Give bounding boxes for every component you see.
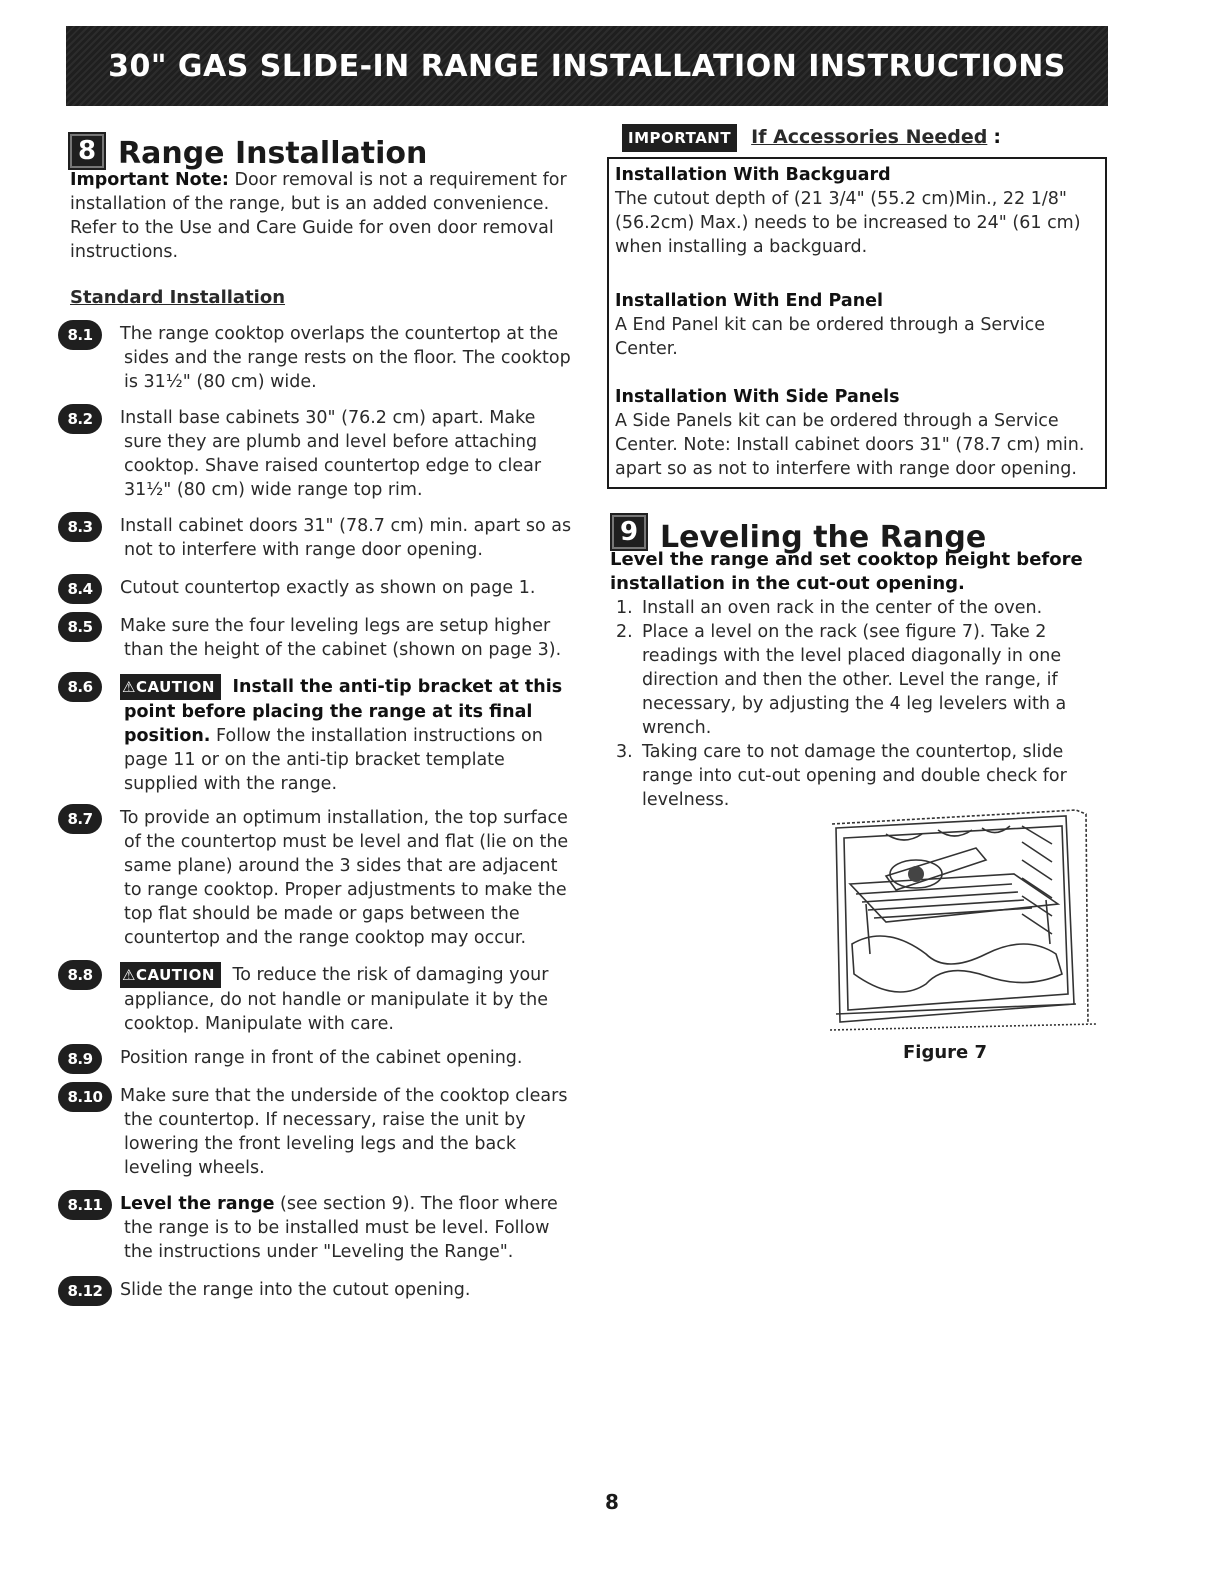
step-8-10 xyxy=(58,1084,578,1180)
step-badge: 8.8 xyxy=(58,960,102,990)
step-badge: 8.1 xyxy=(58,320,102,350)
section-9-title: Leveling the Range xyxy=(660,520,987,555)
accessories-colon: : xyxy=(993,126,1001,148)
section-8-number: 8 xyxy=(68,132,106,170)
important-tag: IMPORTANT xyxy=(622,124,737,152)
step-badge: 8.4 xyxy=(58,574,102,604)
step-8-1 xyxy=(58,322,578,394)
step-bold: Install the anti-tip bracket at this point before placing the range at its final position. xyxy=(124,677,563,746)
step-body: (see section 9). The floor where the range is to be installed must be level. Follow the instructions under "Leveling the Range". xyxy=(124,1194,558,1262)
list-text: Taking care to not damage the countertop, slide range into cut-out opening and double check for levelness. xyxy=(642,742,1067,810)
page-number: 8 xyxy=(605,1490,619,1514)
step-8-6 xyxy=(58,674,578,796)
block-text: A End Panel kit can be ordered through a Service Center. xyxy=(615,315,1045,359)
step-8-12 xyxy=(58,1278,578,1302)
step-badge: 8.10 xyxy=(58,1082,112,1112)
step-body: Follow the installation instructions on page 11 or on the anti-tip bracket template supplied with the range. xyxy=(124,726,543,794)
side-panels-block xyxy=(615,385,1095,481)
leveling-steps xyxy=(612,596,1082,812)
section-9-number: 9 xyxy=(610,513,648,551)
block-title: Installation With End Panel xyxy=(615,291,884,311)
figure-caption: Figure 7 xyxy=(903,1042,988,1063)
step-badge: 8.3 xyxy=(58,512,102,542)
caution-label: ⚠CAUTION xyxy=(120,674,221,700)
list-item xyxy=(612,596,1082,620)
step-text: Install base cabinets 30" (76.2 cm) apart. Make sure they are plumb and level before attaching cooktop. Shave raised countertop edge to clear 31½" (80 cm) wide range top rim. xyxy=(120,408,542,500)
step-8-7 xyxy=(58,806,578,950)
accessories-header xyxy=(622,124,1001,152)
step-8-9 xyxy=(58,1046,578,1070)
page-banner xyxy=(66,26,1108,106)
step-8-2 xyxy=(58,406,578,502)
step-text: Make sure that the underside of the cooktop clears the countertop. If necessary, raise the unit by lowering the front leveling legs and the back leveling wheels. xyxy=(120,1086,568,1178)
important-note-label: Important Note: xyxy=(70,170,229,190)
step-badge: 8.6 xyxy=(58,672,102,702)
important-note xyxy=(70,168,570,264)
block-title: Installation With Side Panels xyxy=(615,387,900,407)
step-8-8 xyxy=(58,962,578,1036)
accessories-heading: If Accessories Needed xyxy=(751,126,988,148)
list-number: 2. xyxy=(616,622,633,642)
list-item xyxy=(612,620,1082,740)
important-note-text: Door removal is not a requirement for installation of the range, but is an added convenience. Refer to the Use and Care Guide for oven door removal instructions. xyxy=(70,170,567,262)
step-8-5 xyxy=(58,614,578,662)
step-text: Install cabinet doors 31" (78.7 cm) min. apart so as not to interfere with range door opening. xyxy=(120,516,572,560)
step-8-4 xyxy=(58,576,578,600)
step-text: To provide an optimum installation, the top surface of the countertop must be level and flat (lie on the same plane) around the 3 sides that are adjacent to range cooktop. Proper adjustments to make the top flat should be made or gaps between the countertop and the range cooktop may occur. xyxy=(120,808,569,948)
section-8-header xyxy=(68,130,427,171)
oven-rack-level-illustration xyxy=(826,804,1100,1040)
step-badge: 8.12 xyxy=(58,1276,112,1306)
backguard-block xyxy=(615,163,1095,259)
list-item xyxy=(612,740,1082,812)
block-text: The cutout depth of (21 3/4" (55.2 cm)Min., 22 1/8" (56.2cm) Max.) needs to be increased to 24" (61 cm) when installing a backguard. xyxy=(615,189,1081,257)
block-title: Installation With Backguard xyxy=(615,165,891,185)
list-text: Install an oven rack in the center of the oven. xyxy=(642,598,1043,618)
step-text: Make sure the four leveling legs are setup higher than the height of the cabinet (shown on page 3). xyxy=(120,616,562,660)
step-text xyxy=(120,1192,578,1264)
step-text xyxy=(124,962,578,1036)
step-text: The range cooktop overlaps the countertop at the sides and the range rests on the floor. The cooktop is 31½" (80 cm) wide. xyxy=(120,324,571,392)
step-text: Cutout countertop exactly as shown on page 1. xyxy=(120,578,536,598)
list-text: Place a level on the rack (see figure 7). Take 2 readings with the level placed diagonally in one direction and then the other. Level the range, if necessary, by adjusting the 4 leg levelers with a wrench. xyxy=(642,622,1067,738)
section-9-intro: Level the range and set cooktop height before installation in the cut-out opening. xyxy=(610,549,1083,594)
list-number: 3. xyxy=(616,742,633,762)
step-badge: 8.11 xyxy=(58,1190,112,1220)
step-badge: 8.5 xyxy=(58,612,102,642)
step-badge: 8.9 xyxy=(58,1044,102,1074)
step-text: Position range in front of the cabinet opening. xyxy=(120,1048,523,1068)
step-badge: 8.2 xyxy=(58,404,102,434)
step-badge: 8.7 xyxy=(58,804,102,834)
caution-label: ⚠CAUTION xyxy=(120,962,221,988)
accessories-box xyxy=(607,157,1107,489)
list-number: 1. xyxy=(616,598,633,618)
step-text xyxy=(124,674,578,796)
block-text: A Side Panels kit can be ordered through a Service Center. Note: Install cabinet doors 31" (78.7 cm) min. apart so as not to interfere with range door opening. xyxy=(615,411,1085,479)
step-8-3 xyxy=(58,514,578,562)
step-body: To reduce the risk of damaging your appliance, do not handle or manipulate it by the cooktop. Manipulate with care. xyxy=(124,965,549,1034)
standard-installation-heading: Standard Installation xyxy=(70,287,286,308)
end-panel-block xyxy=(615,289,1095,361)
step-bold: Level the range xyxy=(120,1194,275,1214)
section-8-title: Range Installation xyxy=(118,136,428,171)
step-text: Slide the range into the cutout opening. xyxy=(120,1280,471,1300)
step-8-11 xyxy=(58,1192,578,1264)
banner-title: 30" GAS SLIDE-IN RANGE INSTALLATION INSTRUCTIONS xyxy=(108,48,1066,84)
